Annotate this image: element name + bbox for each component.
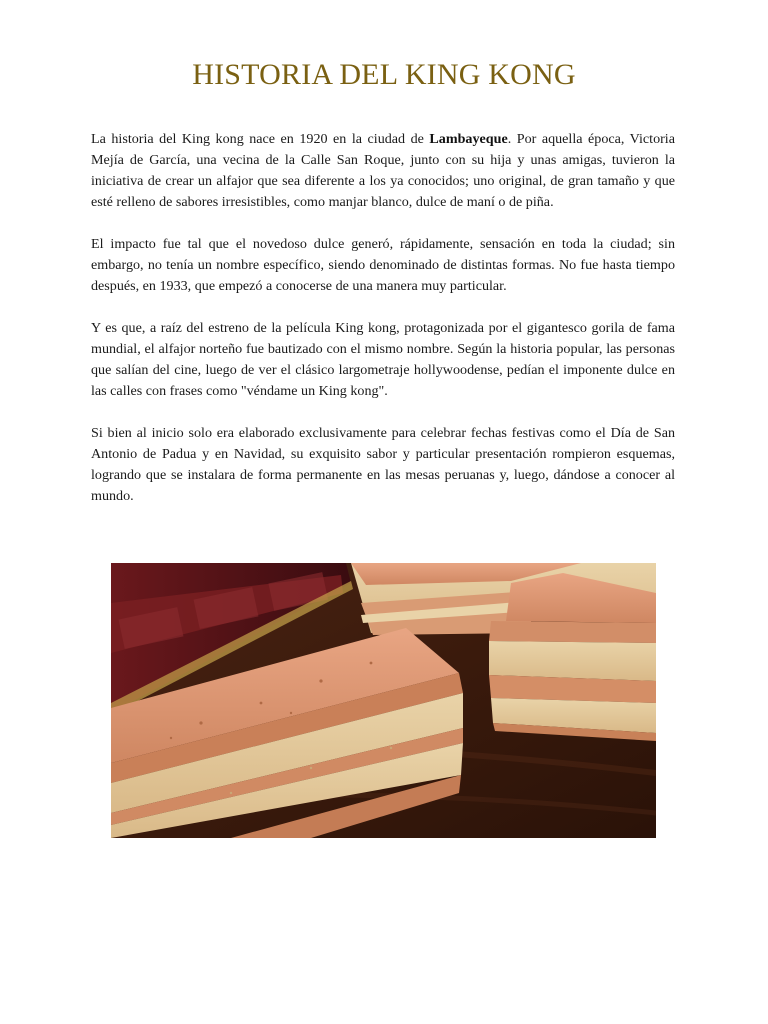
page-title: HISTORIA DEL KING KONG [192,58,576,91]
city-name: Lambayeque [429,131,508,147]
alfajor-right [489,573,656,741]
paragraph-1 [91,129,675,213]
paragraph-3: Y es que, a raíz del estreno de la película King kong, protagonizada por el gigantesco gorila de fama mundial, el alfajor norteño fue bautizado con el mismo nombre. Según la historia popular, las personas que salían del cine, luego de ver el clásico largometraje hollywoodense, pedían el imponente dulce en las calles con frases como "véndame un King kong". [91,320,675,399]
article-body [91,129,675,528]
paragraph-2: El impacto fue tal que el novedoso dulce generó, rápidamente, sensación en toda la ciudad; sin embargo, no tenía un nombre específico, siendo denominado de distintas formas. No fue hasta tiempo después, en 1933, que empezó a conocerse de una manera muy particular. [91,236,675,294]
photo-illustration [111,563,656,838]
paragraph-1-end: . Por aquella época, Victoria Mejía de García, una vecina de la Calle San Roque, junto con su hija y unas amigas, tuvieron la iniciativa de crear un alfajor que sea diferente a los ya conocidos; uno original, de gran tamaño y que esté relleno de sabores irresistibles, como manjar blanco, dulce de maní o de piña. [91,131,675,210]
paragraph-4: Si bien al inicio solo era elaborado exclusivamente para celebrar fechas festivas como el Día de San Antonio de Padua y en Navidad, su exquisito sabor y particular presentación rompieron esquemas, logrando que se instalara de forma permanente en las mesas peruanas y, luego, dándose a conocer al mundo. [91,425,675,504]
paragraph-1-start: La historia del King kong nace en 1920 en la ciudad de [91,131,430,147]
king-kong-photo [111,563,656,838]
